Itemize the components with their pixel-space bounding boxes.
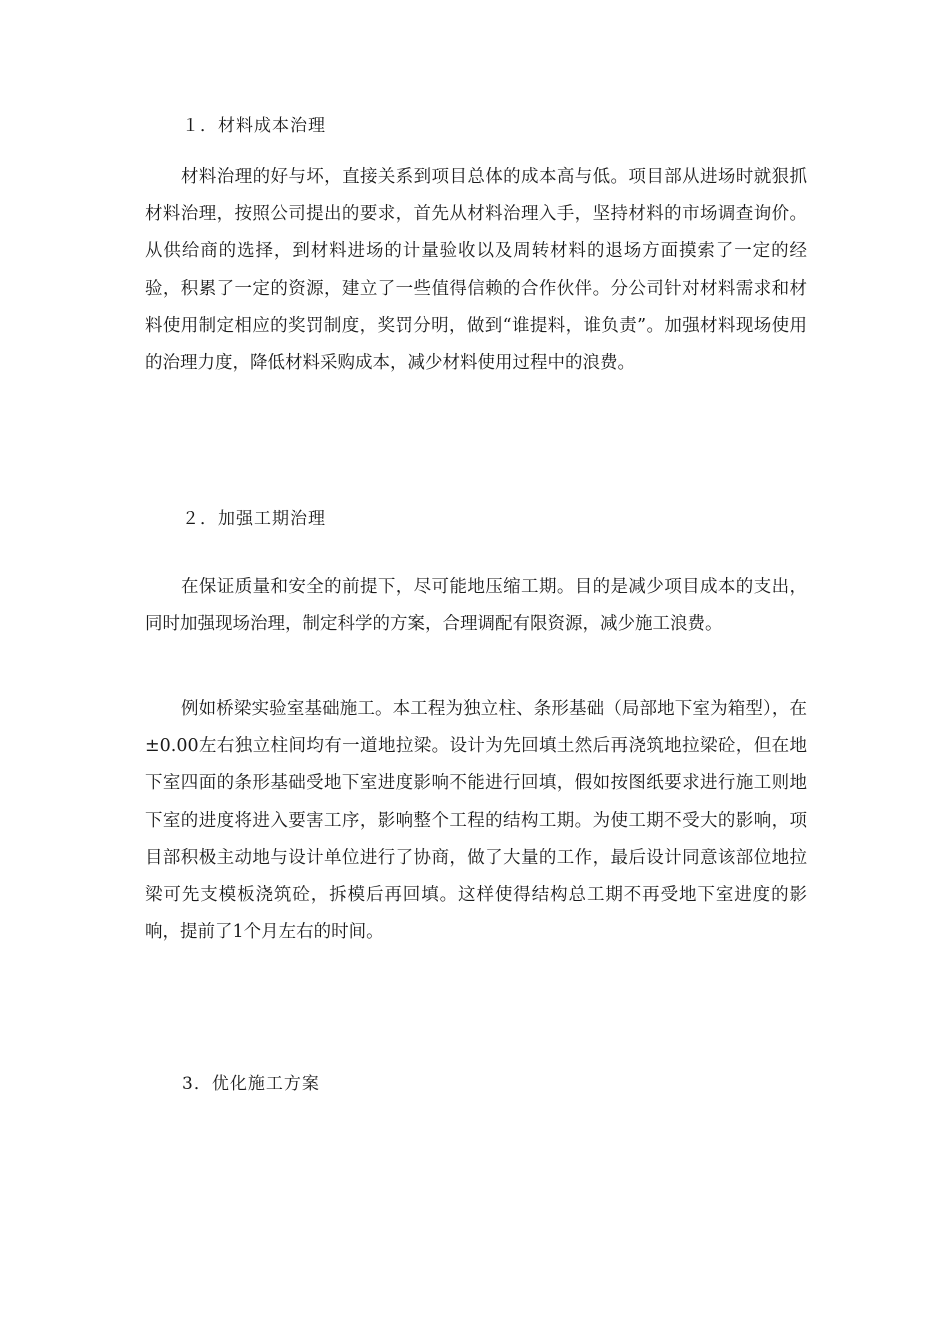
section-heading-schedule: ２．加强工期治理: [182, 509, 326, 529]
section-heading-construction-plan: 3．优化施工方案: [182, 1074, 320, 1094]
paragraph-schedule-intro: 在保证质量和安全的前提下，尽可能地压缩工期。目的是减少项目成本的支出，同时加强现场治理，制定科学的方案，合理调配有限资源，减少施工浪费。: [145, 577, 807, 635]
section-heading-material-cost: １．材料成本治理: [182, 116, 326, 136]
paragraph-material-cost: 材料治理的好与坏，直接关系到项目总体的成本高与低。项目部从进场时就狠抓材料治理，按照公司提出的要求，首先从材料治理入手，坚持材料的市场调查询价。从供给商的选择，到材料进场的计量验收以及周转材料的退场方面摸索了一定的经验，积累了一定的资源，建立了一些值得信赖的合作伙伴。分公司针对材料需求和材料使用制定相应的奖罚制度，奖罚分明，做到“谁提料，谁负责”。加强材料现场使用的治理力度，降低材料采购成本，减少材料使用过程中的浪费。: [145, 167, 807, 374]
paragraph-schedule-example: 例如桥梁实验室基础施工。本工程为独立柱、条形基础（局部地下室为箱型），在±0.00左右独立柱间均有一道地拉梁。设计为先回填土然后再浇筑地拉梁砼，但在地下室四面的条形基础受地下室进度影响不能进行回填，假如按图纸要求进行施工则地下室的进度将进入要害工序，影响整个工程的结构工期。为使工期不受大的影响，项目部积极主动地与设计单位进行了协商，做了大量的工作，最后设计同意该部位地拉梁可先支模板浇筑砼，拆模后再回填。这样使得结构总工期不再受地下室进度的影响，提前了1个月左右的时间。: [145, 699, 807, 943]
